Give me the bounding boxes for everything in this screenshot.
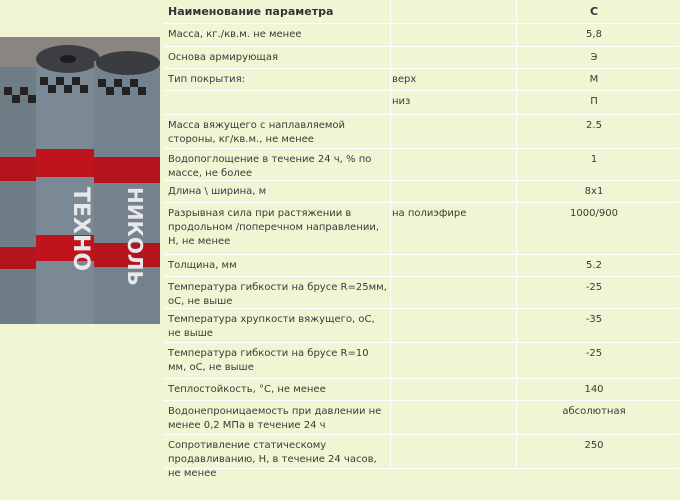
column-divider bbox=[516, 255, 517, 276]
value-cell: 5,8 bbox=[586, 29, 602, 40]
table-row bbox=[164, 309, 678, 343]
column-divider bbox=[390, 401, 391, 434]
table-row bbox=[164, 277, 678, 309]
column-divider bbox=[390, 435, 391, 468]
column-divider bbox=[516, 149, 517, 180]
column-divider bbox=[390, 309, 391, 342]
sub-param-cell bbox=[392, 24, 512, 46]
column-divider bbox=[390, 0, 391, 23]
column-divider bbox=[390, 203, 391, 254]
column-divider bbox=[516, 115, 517, 148]
param-cell: Теплостойкость, °С, не менее bbox=[168, 384, 326, 395]
table-row bbox=[164, 91, 678, 115]
sub-param-cell bbox=[392, 379, 512, 400]
param-cell: Масса, кг./кв.м. не менее bbox=[168, 29, 302, 40]
column-divider bbox=[390, 343, 391, 378]
value-cell: 140 bbox=[584, 384, 604, 395]
column-divider bbox=[390, 91, 391, 114]
column-divider bbox=[516, 401, 517, 434]
sub-param-cell bbox=[392, 401, 512, 434]
param-cell: Длина \ ширина, м bbox=[168, 186, 267, 197]
param-cell: Масса вяжущего с наплавляемой стороны, кг/кв.м., не менее bbox=[168, 120, 346, 145]
table-row bbox=[164, 343, 678, 379]
table-row bbox=[164, 181, 678, 203]
header-param: Наименование параметра bbox=[168, 5, 334, 18]
param-cell: Разрывная сила при растяжении в продольном /поперечном направлении, Н, не менее bbox=[168, 208, 380, 247]
column-divider bbox=[390, 69, 391, 90]
table-row bbox=[164, 24, 678, 47]
column-divider bbox=[390, 115, 391, 148]
table-header-row bbox=[164, 0, 678, 24]
column-divider bbox=[516, 47, 517, 68]
column-divider bbox=[516, 203, 517, 254]
sub-param-cell bbox=[392, 277, 512, 308]
value-cell: 250 bbox=[584, 440, 604, 451]
table-row bbox=[164, 401, 678, 435]
table-row bbox=[164, 149, 678, 181]
param-cell: Толщина, мм bbox=[168, 260, 237, 271]
column-divider bbox=[516, 24, 517, 46]
param-cell: Основа армирующая bbox=[168, 52, 278, 63]
value-cell: 1000/900 bbox=[570, 208, 618, 219]
column-divider bbox=[516, 0, 517, 23]
product-photo bbox=[0, 37, 160, 324]
column-divider bbox=[390, 379, 391, 400]
sub-param-cell: на полиэфире bbox=[392, 208, 467, 219]
param-cell bbox=[168, 91, 390, 114]
param-cell: Температура гибкости на брусе R=10 мм, оС, не выше bbox=[168, 348, 369, 373]
column-divider bbox=[516, 379, 517, 400]
column-divider bbox=[516, 435, 517, 468]
column-divider bbox=[390, 24, 391, 46]
sub-param-cell bbox=[392, 115, 512, 148]
value-cell: -25 bbox=[585, 348, 603, 359]
sub-param-cell: верх bbox=[392, 74, 417, 85]
sub-param-cell: низ bbox=[392, 96, 411, 107]
value-cell: Э bbox=[590, 52, 598, 63]
param-cell: Температура хрупкости вяжущего, оС, не выше bbox=[168, 314, 375, 339]
table-row bbox=[164, 203, 678, 255]
value-cell: 2.5 bbox=[586, 120, 602, 131]
table-row bbox=[164, 69, 678, 91]
column-divider bbox=[390, 47, 391, 68]
param-cell: Сопротивление статическому продавливанию, Н, в течение 24 часов, не менее bbox=[168, 440, 377, 479]
column-divider bbox=[516, 91, 517, 114]
spec-table bbox=[164, 0, 678, 500]
sub-param-cell bbox=[392, 255, 512, 276]
table-row bbox=[164, 115, 678, 149]
sub-param-cell bbox=[392, 343, 512, 378]
sub-param-cell bbox=[392, 47, 512, 68]
column-divider bbox=[390, 277, 391, 308]
column-divider bbox=[516, 277, 517, 308]
value-cell: -35 bbox=[585, 314, 603, 325]
sub-param-cell bbox=[392, 435, 512, 468]
table-row bbox=[164, 379, 678, 401]
sub-param-cell bbox=[392, 181, 512, 202]
header-value: С bbox=[589, 5, 599, 18]
roofing-rolls-image bbox=[0, 37, 160, 324]
param-cell: Температура гибкости на брусе R=25мм, оС, не выше bbox=[168, 282, 387, 307]
value-cell: абсолютная bbox=[562, 406, 626, 417]
column-divider bbox=[516, 69, 517, 90]
column-divider bbox=[516, 309, 517, 342]
column-divider bbox=[390, 181, 391, 202]
brand-lettering: ТЕХНО bbox=[68, 187, 93, 272]
table-row bbox=[164, 435, 678, 479]
value-cell: П bbox=[590, 96, 598, 107]
param-cell: Водопоглощение в течение 24 ч, % по массе, не более bbox=[168, 154, 372, 179]
param-cell: Тип покрытия: bbox=[168, 74, 245, 85]
table-row bbox=[164, 47, 678, 69]
param-cell: Водонепроницаемость при давлении не менее 0,2 МПа в течение 24 ч bbox=[168, 406, 382, 431]
sub-param-cell bbox=[392, 309, 512, 342]
column-divider bbox=[390, 149, 391, 180]
value-cell: 5.2 bbox=[586, 260, 602, 271]
svg-text:НИКОЛЬ: НИКОЛЬ bbox=[123, 187, 147, 286]
value-cell: 1 bbox=[590, 154, 598, 165]
sub-param-cell bbox=[392, 149, 512, 180]
column-divider bbox=[390, 255, 391, 276]
value-cell: -25 bbox=[585, 282, 603, 293]
column-divider bbox=[516, 181, 517, 202]
value-cell: М bbox=[589, 74, 599, 85]
table-row bbox=[164, 255, 678, 277]
value-cell: 8x1 bbox=[584, 186, 604, 197]
column-divider bbox=[516, 343, 517, 378]
